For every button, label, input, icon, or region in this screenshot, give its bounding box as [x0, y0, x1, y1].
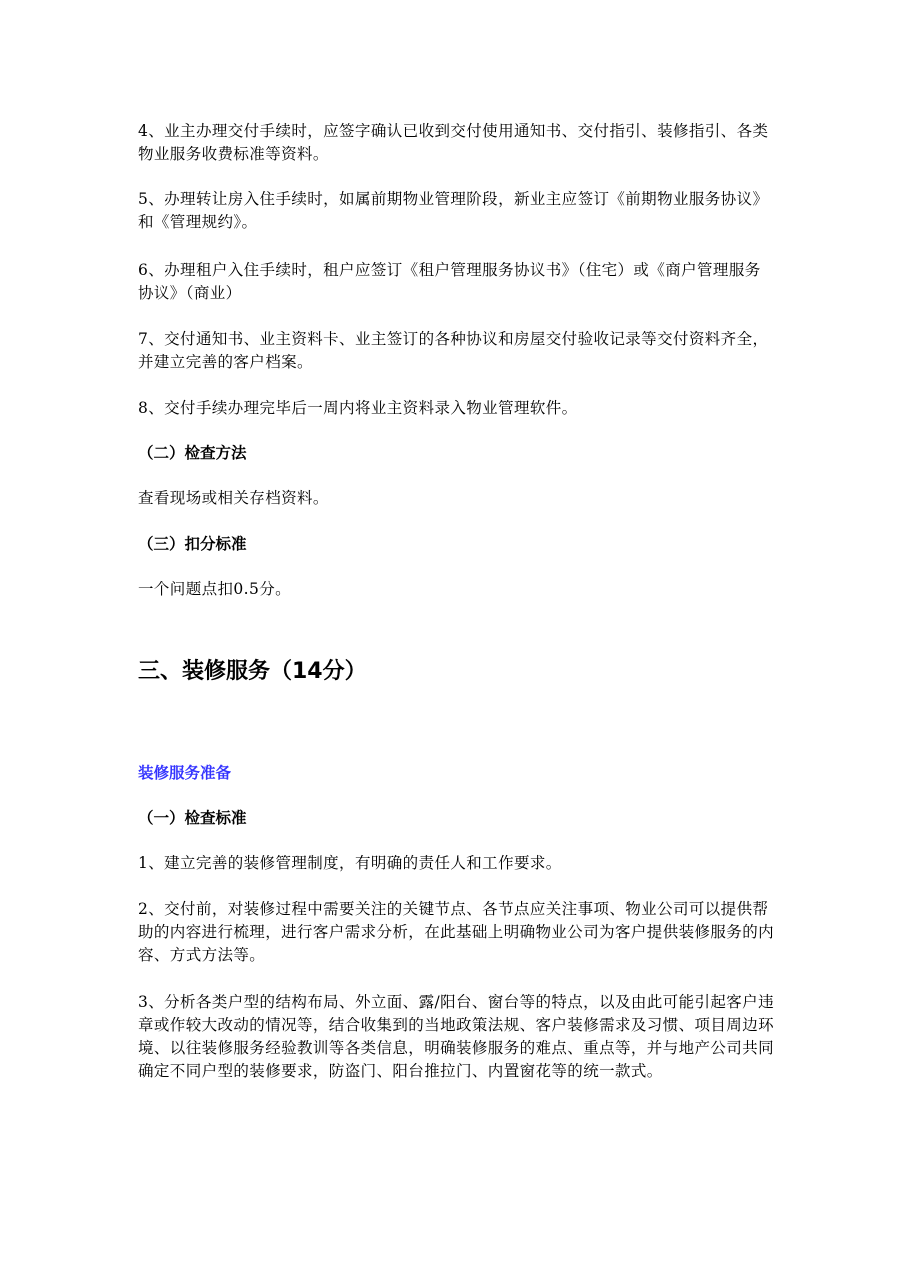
standards-heading: （一）检查标准 [138, 809, 247, 827]
list-item-4: 4、业主办理交付手续时，应签字确认已收到交付使用通知书、交付指引、装修指引、各类物业服务收费标准等资料。 [138, 122, 769, 163]
list-item-5: 5、办理转让房入住手续时，如属前期物业管理阶段，新业主应签订《前期物业服务协议》和《管理规约》。 [138, 190, 769, 231]
deduction-heading: （三）扣分标准 [138, 535, 247, 553]
list-item-6: 6、办理租户入住手续时，租户应签订《租户管理服务协议书》（住宅）或《商户管理服务协议》（商业） [138, 261, 761, 302]
standards-item-2: 2、交付前，对装修过程中需要关注的关键节点、各节点应关注事项、物业公司可以提供帮助的内容进行梳理，进行客户需求分析，在此基础上明确物业公司为客户提供装修服务的内容、方式方法等。 [138, 900, 775, 964]
list-item-7: 7、交付通知书、业主资料卡、业主签订的各种协议和房屋交付验收记录等交付资料齐全，并建立完善的客户档案。 [138, 330, 769, 371]
standards-item-3: 3、分析各类户型的结构布局、外立面、露/阳台、窗台等的特点，以及由此可能引起客户违章或作较大改动的情况等，结合收集到的当地政策法规、客户装修需求及习惯、项目周边环境、以往装修服务经验教训等各类信息，明确装修服务的难点、重点等，并与地产公司共同确定不同户型的装修要求，防盗门、阳台推拉门、内置窗花等的统一款式。 [138, 993, 775, 1080]
section-title: 三、装修服务（14分） [138, 659, 367, 684]
inspection-method-text: 查看现场或相关存档资料。 [138, 489, 329, 507]
deduction-text: 一个问题点扣0.5分。 [138, 580, 292, 598]
inspection-method-heading: （二）检查方法 [138, 444, 247, 462]
list-item-8: 8、交付手续办理完毕后一周内将业主资料录入物业管理软件。 [138, 399, 578, 417]
decoration-prep-link[interactable]: 装修服务准备 [138, 764, 232, 782]
standards-item-1: 1、建立完善的装修管理制度，有明确的责任人和工作要求。 [138, 854, 562, 872]
